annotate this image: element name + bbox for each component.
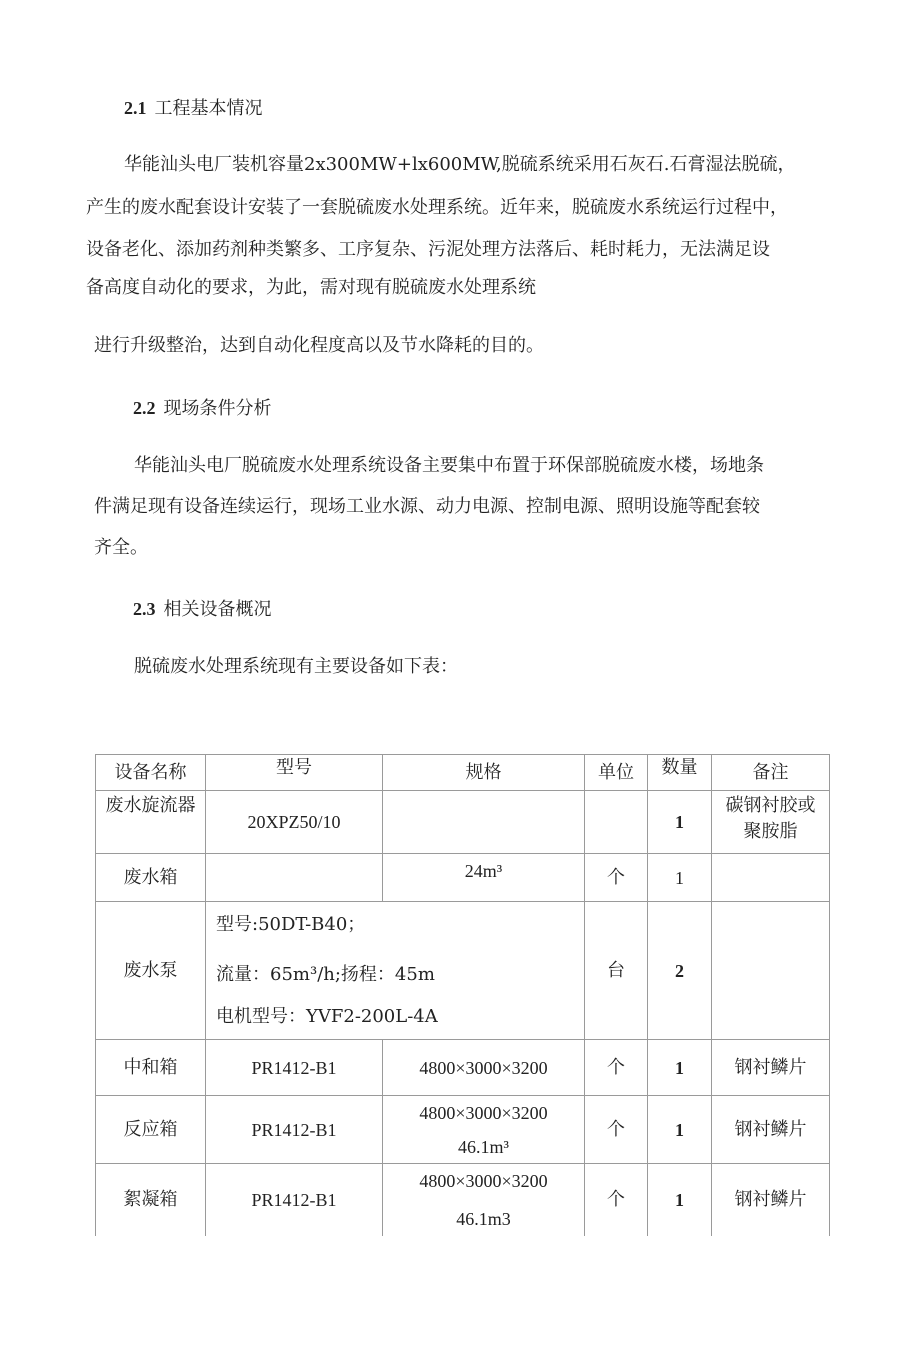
section-heading-2-1 <box>124 94 263 120</box>
cell-name: 反应箱 <box>96 1096 206 1164</box>
cell-spec: 24m³ <box>383 854 585 902</box>
equipment-table <box>95 754 830 1236</box>
section-heading-2-3 <box>133 595 272 621</box>
table-row <box>96 854 830 902</box>
section-heading-2-2 <box>133 394 272 420</box>
cell-name: 中和箱 <box>96 1040 206 1096</box>
cell-note: 钢衬鳞片 <box>712 1040 830 1096</box>
cell-model: PR1412-B1 <box>206 1164 383 1236</box>
cell-name: 废水泵 <box>96 902 206 1040</box>
cell-unit <box>585 791 648 854</box>
cell-qty: 2 <box>648 902 712 1040</box>
cell-note <box>712 854 830 902</box>
cell-qty: 1 <box>648 1096 712 1164</box>
cell-name: 废水箱 <box>96 854 206 902</box>
cell-spec <box>383 791 585 854</box>
paragraph-line: 设备老化、添加药剂种类繁多、工序复杂、污泥处理方法落后、耗时耗力，无法满足设 <box>86 239 770 260</box>
cell-unit: 台 <box>585 902 648 1040</box>
cell-qty: 1 <box>648 854 712 902</box>
table-row <box>96 791 830 854</box>
cell-note: 钢衬鳞片 <box>712 1096 830 1164</box>
section-title: 工程基本情况 <box>154 98 263 119</box>
header-cell: 规格 <box>383 755 585 791</box>
section-number: 2.2 <box>133 398 156 418</box>
cell-model <box>206 854 383 902</box>
paragraph-line: 华能汕头电厂脱硫废水处理系统设备主要集中布置于环保部脱硫废水楼，场地条 <box>134 455 764 476</box>
pump-motor-line: 电机型号：YVF2-200L-4A <box>216 1005 438 1027</box>
section-title: 现场条件分析 <box>163 398 272 419</box>
table-row <box>96 1164 830 1236</box>
paragraph-line: 产生的废水配套设计安装了一套脱硫废水处理系统。近年来，脱硫废水系统运行过程中， <box>86 197 788 218</box>
cell-model-spec <box>206 902 585 1040</box>
header-cell: 设备名称 <box>96 755 206 791</box>
spec-dimensions: 4800×3000×3200 <box>419 1102 548 1123</box>
spec-dimensions: 4800×3000×3200 <box>419 1170 548 1191</box>
section-number: 2.1 <box>124 98 147 118</box>
cell-model: 20XPZ50/10 <box>206 791 383 854</box>
spec-volume: 46.1m³ <box>458 1136 509 1157</box>
spec-volume: 46.1m3 <box>456 1208 511 1229</box>
table-header-row <box>96 755 830 791</box>
pump-model-line: 型号:50DT-B40； <box>216 913 366 935</box>
paragraph-line: 件满足现有设备连续运行，现场工业水源、动力电源、控制电源、照明设施等配套较 <box>94 496 760 517</box>
cell-unit: 个 <box>585 854 648 902</box>
table-row <box>96 1040 830 1096</box>
cell-note: 碳钢衬胶或聚胺脂 <box>712 791 830 854</box>
header-cell: 数量 <box>648 755 712 791</box>
section-title: 相关设备概况 <box>163 599 272 620</box>
section-number: 2.3 <box>133 599 156 619</box>
cell-spec <box>383 1096 585 1164</box>
paragraph-line: 进行升级整治，达到自动化程度高以及节水降耗的目的。 <box>94 335 544 356</box>
cell-note <box>712 902 830 1040</box>
cell-name: 废水旋流器 <box>96 791 206 854</box>
cell-qty: 1 <box>648 791 712 854</box>
cell-unit: 个 <box>585 1040 648 1096</box>
header-cell: 备注 <box>712 755 830 791</box>
paragraph-line: 华能汕头电厂装机容量2x300MW+lx600MW,脱硫系统采用石灰石.石膏湿法脱硫， <box>124 154 796 175</box>
cell-qty: 1 <box>648 1164 712 1236</box>
cell-spec: 4800×3000×3200 <box>383 1040 585 1096</box>
cell-unit: 个 <box>585 1164 648 1236</box>
table-row <box>96 1096 830 1164</box>
cell-qty: 1 <box>648 1040 712 1096</box>
paragraph-line: 齐全。 <box>94 537 148 558</box>
cell-unit: 个 <box>585 1096 648 1164</box>
pump-flow-line: 流量：65m³/h;扬程：45m <box>216 963 435 985</box>
cell-note: 钢衬鳞片 <box>712 1164 830 1236</box>
header-cell: 单位 <box>585 755 648 791</box>
table-row <box>96 902 830 1040</box>
cell-spec <box>383 1164 585 1236</box>
cell-model: PR1412-B1 <box>206 1096 383 1164</box>
header-cell: 型号 <box>206 755 383 791</box>
table-intro: 脱硫废水处理系统现有主要设备如下表： <box>134 656 458 677</box>
paragraph-line: 备高度自动化的要求，为此，需对现有脱硫废水处理系统 <box>86 277 536 298</box>
cell-model: PR1412-B1 <box>206 1040 383 1096</box>
cell-name: 絮凝箱 <box>96 1164 206 1236</box>
